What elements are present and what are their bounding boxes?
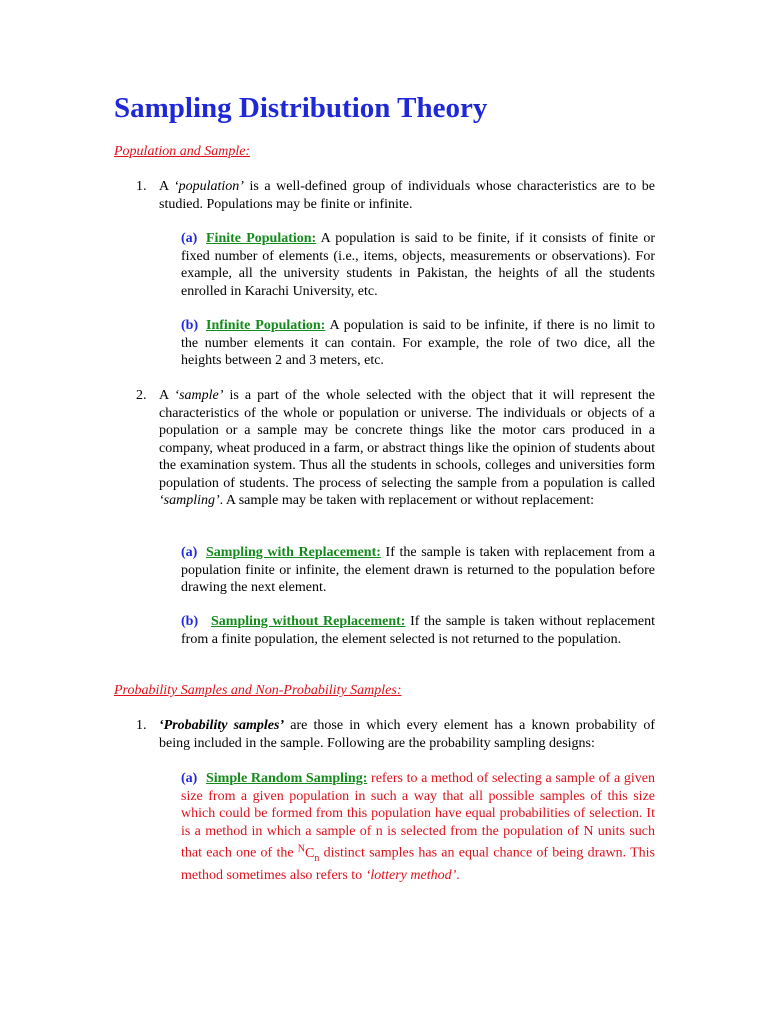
combination-notation: $^NC_n$ (297, 843, 320, 864)
term-infinite-population: Infinite Population: (206, 318, 326, 333)
term-sampling-without-replacement: Sampling without Replacement: (211, 614, 406, 629)
sub-label: (a) (181, 231, 198, 246)
page-title: Sampling Distribution Theory (114, 92, 488, 124)
term-sampling-with-replacement: Sampling with Replacement: (206, 545, 381, 560)
term-lottery-method: ‘lottery method’ (365, 867, 457, 883)
finite-population-definition: Finite Population: A population is said to be finite, if it consists of finite or fixed number of elements (i.e., items, objects, measurements or observations). For example, all the university students in Pakistan, the heights of all the students enrolled in Karachi University, etc. (181, 231, 655, 299)
infinite-population-definition: Infinite Population: A population is said to be infinite, if there is no limit to the number elements it can contain. For example, the role of two dice, all the heights between 2 and 3 meters, etc. (181, 318, 655, 368)
simple-random-sampling-definition: Simple Random Sampling: refers to a method of selecting a sample of a given size from a given population in such a way that all possible samples of this size which could be formed from this population have equal probabilities of selection. It is a method in which a sample of n is selected from the population of N units such that each one of the $^NC_n$ distinct samples has an equal chance of being drawn. This method sometimes also refers to ‘lottery method’. (181, 771, 655, 883)
section-heading-probability-samples: Probability Samples and Non-Probability Samples: (114, 683, 402, 698)
term-simple-random-sampling: Simple Random Sampling: (206, 771, 368, 786)
sub-label: (a) (181, 771, 198, 786)
list-number: 1. (136, 179, 147, 194)
sampling-without-replacement-definition: Sampling without Replacement: If the sample is taken without replacement from a finite population, the element selected is not returned to the population. (181, 614, 655, 647)
term-sample: ‘sample’ (174, 388, 224, 403)
sub-label: (b) (181, 318, 199, 333)
list-number: 1. (136, 718, 147, 733)
section-heading-population-and-sample: Population and Sample: (114, 144, 251, 159)
term-finite-population: Finite Population: (206, 231, 317, 246)
term-population: ‘population’ (173, 179, 244, 194)
term-probability-samples: ‘Probability samples’ (159, 718, 285, 733)
sub-label: (a) (181, 545, 198, 560)
sample-definition: A ‘sample’ is a part of the whole selected with the object that it will represent the characteristics of the whole or population or universe. The individuals or objects of a population or a sample may be concrete things like the motor cars produced in a company, wheat produced in a farm, or abstract things like the opinion of students about the examination system. Thus all the students in schools, colleges and universities form population of students. The process of selecting the sample from a population is called ‘sampling’. A sample may be taken with replacement or without replacement: (159, 388, 656, 508)
probability-samples-definition: ‘Probability samples’ are those in which every element has a known probability of being included in the sample. Following are the probability sampling designs: (159, 718, 655, 751)
list-number: 2. (136, 388, 147, 403)
population-definition: A ‘population’ is a well-defined group of individuals whose characteristics are to be studied. Populations may be finite or infinite. (159, 179, 655, 212)
sub-label: (b) (181, 614, 199, 629)
term-sampling: ‘sampling’ (159, 493, 220, 508)
sampling-with-replacement-definition: Sampling with Replacement: If the sample is taken with replacement from a population finite or infinite, the element drawn is returned to the population before drawing the next element. (181, 545, 655, 595)
